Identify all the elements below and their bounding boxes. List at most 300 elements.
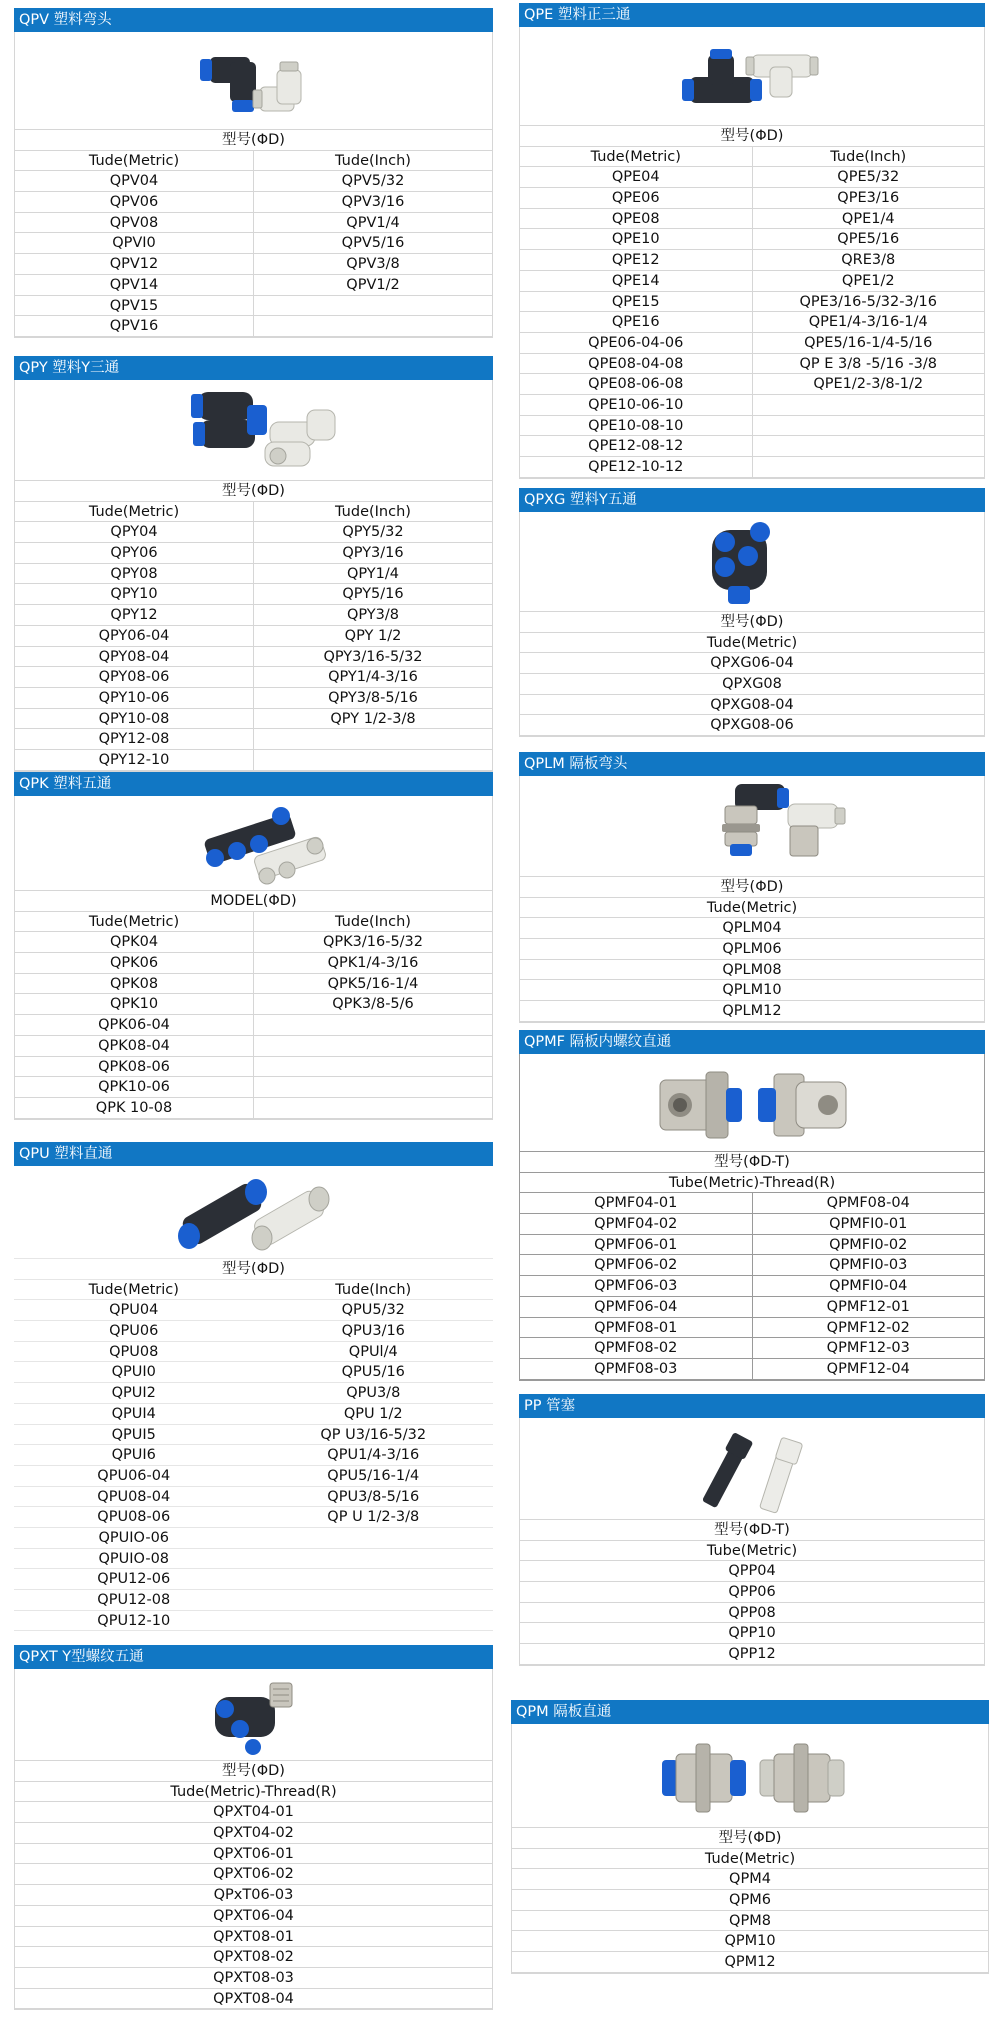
inch-model-cell bbox=[254, 1036, 492, 1056]
metric-model-cell: QPE04 bbox=[520, 167, 753, 187]
metric-model-cell: QPMF06-01 bbox=[520, 1235, 753, 1255]
metric-model-cell: QPK10 bbox=[15, 994, 254, 1014]
bulkhead-union-image bbox=[512, 1724, 988, 1828]
metric-model-cell: QPU08-04 bbox=[97, 1488, 171, 1505]
table-row bbox=[14, 1362, 493, 1383]
metric-model-cell: QPV04 bbox=[15, 171, 254, 191]
model-cell: QPLM04 bbox=[520, 918, 984, 939]
product-image bbox=[520, 512, 984, 612]
metric-model-cell: QPY08 bbox=[15, 564, 254, 584]
inch-model-cell: QPV1/2 bbox=[346, 276, 400, 293]
inch-model-cell: QPE1/4-3/16-1/4 bbox=[808, 314, 928, 331]
table-row bbox=[520, 354, 984, 375]
table-row bbox=[520, 1338, 984, 1359]
inch-model-cell: QPE5/16 bbox=[837, 231, 900, 248]
inch-model-cell: QPMFI0-01 bbox=[829, 1216, 908, 1233]
model-cell: QPXT06-04 bbox=[15, 1906, 492, 1927]
panel-qpmf bbox=[519, 1030, 985, 1381]
metric-model-cell: QPU06 bbox=[109, 1323, 159, 1340]
inch-model-cell: QP U3/16-5/32 bbox=[320, 1426, 427, 1443]
inch-model-cell: QPE3/16 bbox=[837, 190, 900, 207]
inch-model-cell: QRE3/8 bbox=[841, 252, 896, 269]
inch-model-cell: QPE3/16-5/32-3/16 bbox=[799, 293, 937, 310]
table-row bbox=[520, 250, 984, 271]
model-caption: 型号(ΦD) bbox=[15, 1761, 492, 1782]
metric-model-cell: QPE12 bbox=[520, 250, 753, 270]
bulkhead-elbow-image bbox=[520, 776, 984, 877]
metric-model-cell: QPMF08-02 bbox=[520, 1338, 753, 1358]
metric-model-cell: QPK10-06 bbox=[15, 1077, 254, 1097]
table-row bbox=[520, 436, 984, 457]
metric-model-cell: QPUI4 bbox=[111, 1405, 156, 1422]
metric-model-cell: QPY04 bbox=[15, 522, 254, 542]
y-tee-fitting-image bbox=[15, 380, 492, 481]
spec-table bbox=[512, 1849, 988, 1973]
inch-model-cell: QPK5/16-1/4 bbox=[327, 975, 419, 992]
spec-table bbox=[520, 633, 984, 736]
inch-model-cell bbox=[254, 1098, 492, 1118]
product-image bbox=[520, 27, 984, 126]
inch-model-cell: QPE5/16-1/4-5/16 bbox=[804, 334, 933, 351]
metric-model-cell: QPE08-06-08 bbox=[520, 374, 753, 394]
table-row bbox=[15, 296, 492, 317]
panel-title: QPU 塑料直通 bbox=[14, 1142, 493, 1166]
tee-fitting-image bbox=[520, 27, 984, 126]
metric-model-cell: QPE06 bbox=[520, 188, 753, 208]
inch-model-cell: QPMF12-01 bbox=[826, 1298, 910, 1315]
panel-qpm bbox=[511, 1700, 989, 1974]
table-row bbox=[14, 1611, 493, 1632]
table-row bbox=[520, 167, 984, 188]
inch-model-cell: QPY5/16 bbox=[342, 586, 404, 603]
model-caption: 型号(ΦD) bbox=[14, 1259, 493, 1280]
inch-model-cell bbox=[254, 750, 492, 770]
table-row bbox=[15, 1015, 492, 1036]
panel-body bbox=[14, 1669, 493, 2010]
panel-qpv bbox=[14, 8, 493, 338]
panel-title: QPE 塑料正三通 bbox=[519, 3, 985, 27]
model-cell: QPP04 bbox=[520, 1561, 984, 1582]
metric-model-cell: QPK04 bbox=[15, 932, 254, 952]
panel-title: QPLM 隔板弯头 bbox=[519, 752, 985, 776]
inch-model-cell bbox=[753, 457, 985, 477]
table-row bbox=[520, 271, 984, 292]
metric-model-cell: QPUI0 bbox=[111, 1364, 156, 1381]
inch-model-cell bbox=[753, 416, 985, 436]
table-row bbox=[14, 1528, 493, 1549]
table-row bbox=[15, 233, 492, 254]
table-row bbox=[520, 1359, 984, 1380]
inch-model-cell: QP U 1/2-3/8 bbox=[327, 1509, 420, 1526]
table-row bbox=[14, 1487, 493, 1508]
model-caption: 型号(ΦD) bbox=[15, 481, 492, 502]
panel-qpxg bbox=[519, 488, 985, 737]
column-header-row: Tude(Metric) bbox=[520, 633, 984, 654]
metric-model-cell: QPMF08-03 bbox=[520, 1359, 753, 1379]
five-way-fitting-image bbox=[15, 796, 492, 891]
inch-model-cell: QPU3/16 bbox=[341, 1323, 405, 1340]
panel-qpy bbox=[14, 356, 493, 772]
spec-table bbox=[14, 1280, 493, 1632]
table-row bbox=[15, 192, 492, 213]
column-header-row: Tube(Metric) bbox=[520, 1541, 984, 1562]
table-row bbox=[14, 1466, 493, 1487]
metric-model-cell: QPY10-08 bbox=[15, 709, 254, 729]
metric-model-cell: QPMF06-02 bbox=[520, 1255, 753, 1275]
spec-table bbox=[15, 502, 492, 771]
inch-model-cell: QPMF12-04 bbox=[826, 1360, 910, 1377]
table-row bbox=[520, 1276, 984, 1297]
metric-model-cell: QPMF04-02 bbox=[520, 1214, 753, 1234]
model-cell: QPM12 bbox=[512, 1952, 988, 1973]
table-row bbox=[15, 213, 492, 234]
inch-model-cell: QPY3/16 bbox=[342, 545, 404, 562]
inch-model-cell: QPMFI0-03 bbox=[829, 1257, 908, 1274]
panel-body bbox=[14, 380, 493, 772]
metric-model-cell: QPU04 bbox=[109, 1302, 159, 1319]
panel-body bbox=[511, 1724, 989, 1974]
panel-qpxt bbox=[14, 1645, 493, 2010]
inch-model-cell: QPU5/16-1/4 bbox=[327, 1467, 420, 1484]
spec-table bbox=[15, 912, 492, 1119]
table-row bbox=[14, 1507, 493, 1528]
table-row bbox=[520, 416, 984, 437]
table-row bbox=[15, 729, 492, 750]
column-header-row bbox=[15, 912, 492, 933]
metric-model-cell: QPMF08-01 bbox=[520, 1318, 753, 1338]
panel-qpe bbox=[519, 3, 985, 479]
metric-model-cell: QPUI2 bbox=[111, 1385, 156, 1402]
model-cell: QPXT06-02 bbox=[15, 1864, 492, 1885]
inch-column-header: Tude(Inch) bbox=[335, 503, 411, 520]
panel-body bbox=[14, 32, 493, 338]
inch-model-cell: QPMF12-03 bbox=[826, 1340, 910, 1357]
inch-model-cell bbox=[753, 395, 985, 415]
model-cell: QPLM10 bbox=[520, 980, 984, 1001]
metric-model-cell: QPK08-06 bbox=[15, 1057, 254, 1077]
table-row bbox=[15, 316, 492, 337]
table-row bbox=[14, 1569, 493, 1590]
panel-title: QPV 塑料弯头 bbox=[14, 8, 493, 32]
model-caption: 型号(ΦD) bbox=[520, 612, 984, 633]
product-image bbox=[15, 32, 492, 130]
table-row bbox=[15, 1098, 492, 1119]
model-cell: QPXT08-04 bbox=[15, 1989, 492, 2010]
metric-model-cell: QPY06 bbox=[15, 543, 254, 563]
column-header-row: Tube(Metric)-Thread(R) bbox=[520, 1173, 984, 1194]
model-caption: MODEL(ΦD) bbox=[15, 891, 492, 912]
inch-column-header: Tude(Inch) bbox=[335, 152, 411, 169]
metric-model-cell: QPMF04-01 bbox=[520, 1193, 753, 1213]
table-row bbox=[15, 974, 492, 995]
spec-table bbox=[520, 147, 984, 478]
panel-title: PP 管塞 bbox=[519, 1394, 985, 1418]
metric-column-header: Tude(Metric) bbox=[15, 502, 254, 522]
spec-table bbox=[520, 1541, 984, 1665]
inch-model-cell: QPE1/2 bbox=[841, 272, 895, 289]
panel-title: QPXT Y型螺纹五通 bbox=[14, 1645, 493, 1669]
product-image bbox=[520, 1418, 984, 1520]
metric-model-cell: QPU12-08 bbox=[97, 1592, 171, 1608]
table-row bbox=[15, 994, 492, 1015]
model-cell: QPXT08-03 bbox=[15, 1968, 492, 1989]
inch-model-cell bbox=[254, 1528, 494, 1548]
inch-model-cell bbox=[254, 296, 492, 316]
table-row bbox=[15, 605, 492, 626]
metric-model-cell: QPV16 bbox=[15, 316, 254, 336]
bulkhead-female-image bbox=[520, 1054, 984, 1152]
table-row bbox=[520, 1235, 984, 1256]
inch-model-cell: QPV3/16 bbox=[341, 194, 405, 211]
model-cell: QPP12 bbox=[520, 1644, 984, 1665]
model-cell: QPXT04-02 bbox=[15, 1823, 492, 1844]
inch-model-cell: QPY1/4-3/16 bbox=[328, 669, 418, 686]
metric-model-cell: QPE06-04-06 bbox=[520, 333, 753, 353]
table-row bbox=[520, 1193, 984, 1214]
metric-model-cell: QPV14 bbox=[15, 275, 254, 295]
table-row bbox=[14, 1590, 493, 1611]
metric-model-cell: QPK06 bbox=[15, 953, 254, 973]
metric-model-cell: QPK08 bbox=[15, 974, 254, 994]
panel-title: QPK 塑料五通 bbox=[14, 772, 493, 796]
panel-pp bbox=[519, 1394, 985, 1666]
metric-column-header: Tude(Metric) bbox=[520, 147, 753, 167]
inch-model-cell: QPE1/4 bbox=[841, 210, 895, 227]
inch-model-cell bbox=[254, 1015, 492, 1035]
metric-model-cell: QPY12 bbox=[15, 605, 254, 625]
inch-model-cell: QPU5/16 bbox=[341, 1364, 405, 1381]
table-row bbox=[15, 750, 492, 771]
table-row bbox=[14, 1445, 493, 1466]
model-cell: QPxT06-03 bbox=[15, 1885, 492, 1906]
panel-qpk bbox=[14, 772, 493, 1120]
metric-model-cell: QPE12-10-12 bbox=[520, 457, 753, 477]
table-row bbox=[14, 1425, 493, 1446]
metric-model-cell: QPU08 bbox=[109, 1343, 159, 1360]
table-row bbox=[520, 1318, 984, 1339]
table-row bbox=[14, 1549, 493, 1570]
model-cell: QPLM12 bbox=[520, 1001, 984, 1022]
inch-model-cell: QPU 1/2 bbox=[343, 1405, 403, 1422]
table-row bbox=[15, 953, 492, 974]
model-caption: 型号(ΦD) bbox=[512, 1828, 988, 1849]
metric-model-cell: QPY06-04 bbox=[15, 626, 254, 646]
column-header-row bbox=[14, 1280, 493, 1301]
inch-model-cell: QPU3/8 bbox=[346, 1385, 401, 1402]
table-row bbox=[15, 564, 492, 585]
inch-model-cell: QPV1/4 bbox=[346, 214, 400, 231]
inch-model-cell: QPMFI0-02 bbox=[829, 1236, 908, 1253]
panel-body bbox=[14, 796, 493, 1120]
inch-model-cell: QPV5/16 bbox=[341, 235, 405, 252]
panel-body bbox=[519, 776, 985, 1023]
panel-body bbox=[14, 1166, 493, 1631]
inch-model-cell: QPY5/32 bbox=[342, 524, 404, 541]
inch-model-cell bbox=[254, 729, 492, 749]
table-row bbox=[15, 584, 492, 605]
inch-model-cell: QPV5/32 bbox=[341, 173, 405, 190]
model-cell: QPP06 bbox=[520, 1582, 984, 1603]
inch-model-cell: QPU5/32 bbox=[341, 1302, 405, 1319]
inch-model-cell: QP E 3/8 -5/16 -3/8 bbox=[799, 355, 937, 372]
model-cell: QPP10 bbox=[520, 1623, 984, 1644]
table-row bbox=[520, 333, 984, 354]
inch-model-cell bbox=[254, 1549, 494, 1569]
metric-model-cell: QPY08-06 bbox=[15, 667, 254, 687]
panel-title: QPMF 隔板内螺纹直通 bbox=[519, 1030, 985, 1054]
table-row bbox=[15, 1077, 492, 1098]
inch-model-cell: QPE5/32 bbox=[837, 169, 900, 186]
metric-model-cell: QPY10-06 bbox=[15, 688, 254, 708]
spec-table bbox=[15, 151, 492, 337]
metric-model-cell: QPE16 bbox=[520, 312, 753, 332]
model-cell: QPM6 bbox=[512, 1890, 988, 1911]
metric-model-cell: QPK06-04 bbox=[15, 1015, 254, 1035]
inch-model-cell: QPY3/8 bbox=[346, 607, 400, 624]
inch-model-cell: QPE1/2-3/8-1/2 bbox=[813, 376, 924, 393]
table-row bbox=[15, 709, 492, 730]
panel-title: QPM 隔板直通 bbox=[511, 1700, 989, 1724]
table-row bbox=[520, 229, 984, 250]
metric-model-cell: QPV12 bbox=[15, 254, 254, 274]
metric-model-cell: QPE10-06-10 bbox=[520, 395, 753, 415]
table-row bbox=[520, 312, 984, 333]
inch-model-cell bbox=[254, 1611, 494, 1631]
inch-model-cell: QPY 1/2 bbox=[344, 627, 402, 644]
metric-column-header: Tude(Metric) bbox=[88, 1281, 179, 1298]
metric-model-cell: QPUIO-06 bbox=[98, 1529, 170, 1546]
table-row bbox=[14, 1404, 493, 1425]
metric-model-cell: QPVI0 bbox=[15, 233, 254, 253]
model-cell: QPLM08 bbox=[520, 960, 984, 981]
inch-model-cell: QPU1/4-3/16 bbox=[327, 1447, 420, 1464]
metric-model-cell: QPU06-04 bbox=[97, 1467, 171, 1484]
metric-model-cell: QPE10 bbox=[520, 229, 753, 249]
model-cell: QPP08 bbox=[520, 1603, 984, 1624]
inch-model-cell: QPY1/4 bbox=[346, 565, 400, 582]
metric-model-cell: QPV15 bbox=[15, 296, 254, 316]
panel-qpu bbox=[14, 1142, 493, 1631]
table-row bbox=[15, 254, 492, 275]
inch-column-header: Tude(Inch) bbox=[830, 148, 907, 165]
column-header-row bbox=[15, 151, 492, 172]
metric-model-cell: QPUI5 bbox=[111, 1426, 156, 1443]
metric-model-cell: QPK08-04 bbox=[15, 1036, 254, 1056]
model-cell: QPXG08-06 bbox=[520, 715, 984, 736]
y-thread-fitting-image bbox=[15, 1669, 492, 1761]
metric-model-cell: QPY08-04 bbox=[15, 647, 254, 667]
spec-table bbox=[15, 1782, 492, 2010]
panel-qplm bbox=[519, 752, 985, 1023]
metric-model-cell: QPV06 bbox=[15, 192, 254, 212]
inch-column-header: Tude(Inch) bbox=[335, 1281, 412, 1298]
panel-title: QPXG 塑料Y五通 bbox=[519, 488, 985, 512]
table-row bbox=[15, 543, 492, 564]
table-row bbox=[14, 1321, 493, 1342]
table-row bbox=[520, 395, 984, 416]
product-image bbox=[15, 380, 492, 481]
model-cell: QPXT08-01 bbox=[15, 1927, 492, 1948]
model-cell: QPXG08-04 bbox=[520, 695, 984, 716]
table-row bbox=[520, 374, 984, 395]
metric-model-cell: QPUI6 bbox=[111, 1447, 156, 1464]
metric-model-cell: QPE14 bbox=[520, 271, 753, 291]
model-cell: QPXT04-01 bbox=[15, 1802, 492, 1823]
panel-body bbox=[519, 1054, 985, 1381]
product-image bbox=[520, 776, 984, 877]
metric-model-cell: QPE08-04-08 bbox=[520, 354, 753, 374]
panel-body bbox=[519, 512, 985, 737]
table-row bbox=[14, 1342, 493, 1363]
table-row bbox=[15, 626, 492, 647]
inch-model-cell: QPY 1/2-3/8 bbox=[330, 710, 416, 727]
model-cell: QPM10 bbox=[512, 1931, 988, 1952]
product-image bbox=[15, 796, 492, 891]
table-row bbox=[520, 1214, 984, 1235]
metric-model-cell: QPUIO-08 bbox=[98, 1550, 170, 1567]
inch-model-cell: QPY3/16-5/32 bbox=[323, 648, 423, 665]
model-caption: 型号(ΦD-T) bbox=[520, 1152, 984, 1173]
spec-table bbox=[520, 898, 984, 1022]
elbow-fitting-image bbox=[15, 32, 492, 130]
table-row bbox=[15, 1057, 492, 1078]
product-image bbox=[15, 1669, 492, 1761]
panel-body bbox=[519, 1418, 985, 1666]
product-image bbox=[512, 1724, 988, 1828]
column-header-row bbox=[15, 502, 492, 523]
metric-model-cell: QPE08 bbox=[520, 209, 753, 229]
table-row bbox=[15, 667, 492, 688]
table-row bbox=[15, 522, 492, 543]
metric-model-cell: QPK 10-08 bbox=[15, 1098, 254, 1118]
model-cell: QPXG06-04 bbox=[520, 653, 984, 674]
inch-model-cell bbox=[753, 436, 985, 456]
metric-model-cell: QPMF06-04 bbox=[520, 1297, 753, 1317]
metric-model-cell: QPV08 bbox=[15, 213, 254, 233]
spec-table bbox=[520, 1173, 984, 1380]
table-row bbox=[520, 292, 984, 313]
inch-model-cell bbox=[254, 316, 492, 336]
metric-column-header: Tude(Metric) bbox=[15, 912, 254, 932]
inch-column-header: Tude(Inch) bbox=[335, 913, 411, 930]
inch-model-cell bbox=[254, 1057, 492, 1077]
product-image bbox=[520, 1054, 984, 1152]
metric-model-cell: QPE12-08-12 bbox=[520, 436, 753, 456]
table-row bbox=[15, 1036, 492, 1057]
metric-model-cell: QPY12-10 bbox=[15, 750, 254, 770]
table-row bbox=[520, 209, 984, 230]
inch-model-cell: QPY3/8-5/16 bbox=[328, 689, 418, 706]
table-row bbox=[520, 1297, 984, 1318]
table-row bbox=[15, 171, 492, 192]
metric-column-header: Tude(Metric) bbox=[15, 151, 254, 171]
inch-model-cell: QPK1/4-3/16 bbox=[327, 955, 419, 972]
table-row bbox=[14, 1300, 493, 1321]
table-row bbox=[15, 647, 492, 668]
table-row bbox=[15, 275, 492, 296]
column-header-row: Tude(Metric) bbox=[520, 898, 984, 919]
inch-model-cell: QPMFI0-04 bbox=[829, 1278, 908, 1295]
inch-model-cell: QPK3/8-5/6 bbox=[332, 996, 414, 1013]
table-row bbox=[14, 1383, 493, 1404]
inch-model-cell bbox=[254, 1569, 494, 1589]
metric-model-cell: QPY12-08 bbox=[15, 729, 254, 749]
table-row bbox=[15, 688, 492, 709]
model-cell: QPM8 bbox=[512, 1911, 988, 1932]
straight-fitting-image bbox=[14, 1166, 491, 1259]
inch-model-cell: QPU3/8-5/16 bbox=[327, 1488, 420, 1505]
model-caption: 型号(ΦD-T) bbox=[520, 1520, 984, 1541]
